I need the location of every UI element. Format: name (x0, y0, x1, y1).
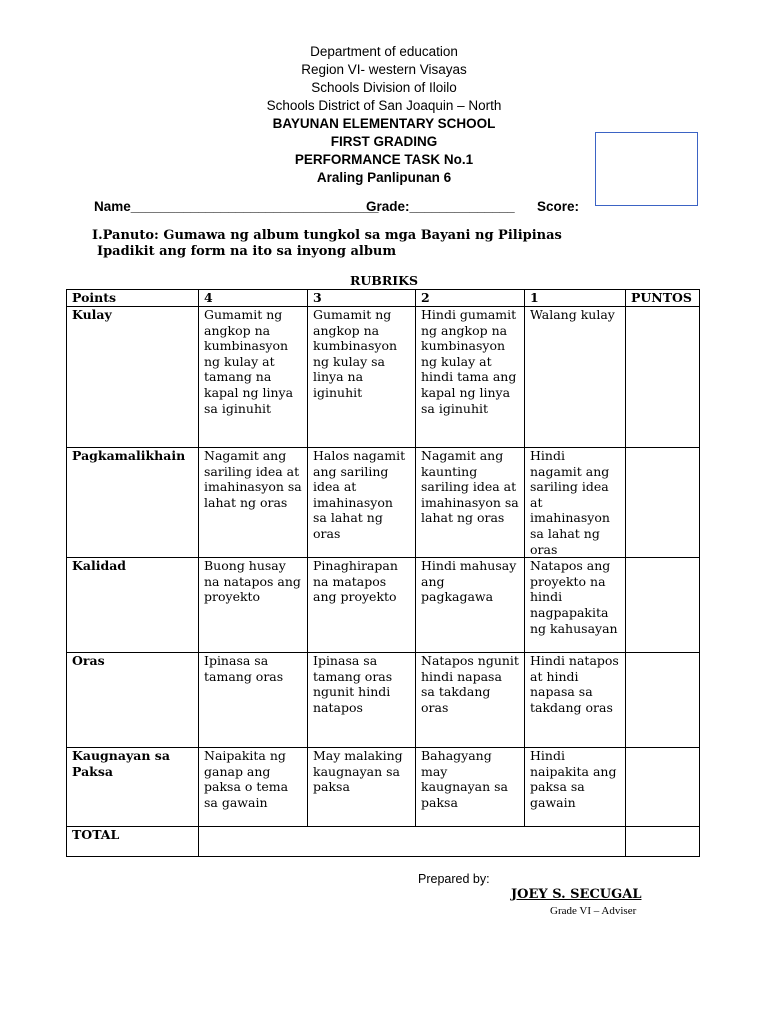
grade-field[interactable]: Grade:______________ (366, 199, 515, 214)
criterion-label: Kalidad (67, 558, 199, 653)
puntos-cell[interactable] (626, 653, 700, 748)
descriptor-cell: Hindi gumamit ng angkop na kumbinasyon ng kulay at hindi tama ang kapal ng linya sa iginuhit (416, 307, 525, 448)
descriptor-cell: Hindi naipakita ang paksa sa gawain (525, 748, 626, 827)
signatory-title: Grade VI – Adviser (550, 905, 637, 917)
puntos-cell[interactable] (626, 558, 700, 653)
descriptor-cell: Naipakita ng ganap ang paksa o tema sa gawain (199, 748, 308, 827)
rubric-title: RUBRIKS (350, 273, 418, 288)
name-field[interactable]: Name_________________________________ (94, 199, 379, 214)
puntos-cell[interactable] (626, 307, 700, 448)
total-span-cell (199, 827, 626, 857)
rubric-row-kulay (67, 307, 700, 448)
instruction-line-2: Ipadikit ang form na ito sa inyong album (97, 244, 397, 259)
criterion-label: Kulay (67, 307, 199, 448)
descriptor-cell: Hindi nagamit ang sariling idea at imahinasyon sa lahat ng oras (525, 448, 626, 558)
descriptor-cell: Nagamit ang kaunting sariling idea at imahinasyon sa lahat ng oras (416, 448, 525, 558)
score-box[interactable] (595, 132, 698, 206)
total-puntos-cell[interactable] (626, 827, 700, 857)
rubric-row-total (67, 827, 700, 857)
descriptor-cell: Pinaghirapan na matapos ang proyekto (308, 558, 416, 653)
school-name: BAYUNAN ELEMENTARY SCHOOL (272, 116, 496, 131)
header-3: 3 (308, 290, 416, 307)
rubric-row-oras (67, 653, 700, 748)
criterion-label: Pagkamalikhain (67, 448, 199, 558)
grading-period: FIRST GRADING (330, 134, 438, 149)
rubric-table (66, 289, 700, 857)
descriptor-cell: Natapos ngunit hindi napasa sa takdang oras (416, 653, 525, 748)
header-points: Points (67, 290, 199, 307)
prepared-by-label: Prepared by: (418, 872, 490, 886)
descriptor-cell: Walang kulay (525, 307, 626, 448)
region-heading: Region VI- western Visayas (301, 62, 467, 77)
header-puntos: PUNTOS (626, 290, 700, 307)
descriptor-cell: Gumamit ng angkop na kumbinasyon ng kulay sa linya na iginuhit (308, 307, 416, 448)
descriptor-cell: Nagamit ang sariling idea at imahinasyon sa lahat ng oras (199, 448, 308, 558)
division-heading: Schools Division of Iloilo (311, 80, 457, 95)
descriptor-cell: Gumamit ng angkop na kumbinasyon ng kulay at tamang na kapal ng linya sa iginuhit (199, 307, 308, 448)
descriptor-cell: Halos nagamit ang sariling idea at imahinasyon sa lahat ng oras (308, 448, 416, 558)
header-2: 2 (416, 290, 525, 307)
rubric-row-pagkamalikhain (67, 448, 700, 558)
score-label: Score: (537, 199, 580, 214)
criterion-label: Kaugnayan sa Paksa (67, 748, 199, 827)
descriptor-cell: Ipinasa sa tamang oras (199, 653, 308, 748)
descriptor-cell: Hindi mahusay ang pagkagawa (416, 558, 525, 653)
instruction-line-1: I.Panuto: Gumawa ng album tungkol sa mga Bayani ng Pilipinas (92, 228, 562, 243)
task-title: PERFORMANCE TASK No.1 (294, 152, 474, 167)
puntos-cell[interactable] (626, 448, 700, 558)
rubric-row-kalidad (67, 558, 700, 653)
descriptor-cell: Natapos ang proyekto na hindi nagpapakita ng kahusayan (525, 558, 626, 653)
rubric-row-kaugnayan (67, 748, 700, 827)
subject-title: Araling Panlipunan 6 (316, 170, 452, 185)
district-heading: Schools District of San Joaquin – North (266, 98, 502, 113)
descriptor-cell: Buong husay na natapos ang proyekto (199, 558, 308, 653)
signatory-name: JOEY S. SECUGAL (511, 887, 642, 902)
rubric-header-row (67, 290, 700, 307)
descriptor-cell: Bahagyang may kaugnayan sa paksa (416, 748, 525, 827)
descriptor-cell: May malaking kaugnayan sa paksa (308, 748, 416, 827)
department-heading: Department of education (310, 44, 458, 59)
descriptor-cell: Hindi natapos at hindi napasa sa takdang oras (525, 653, 626, 748)
criterion-label: Oras (67, 653, 199, 748)
header-4: 4 (199, 290, 308, 307)
header-1: 1 (525, 290, 626, 307)
total-label: TOTAL (67, 827, 199, 857)
descriptor-cell: Ipinasa sa tamang oras ngunit hindi natapos (308, 653, 416, 748)
puntos-cell[interactable] (626, 748, 700, 827)
